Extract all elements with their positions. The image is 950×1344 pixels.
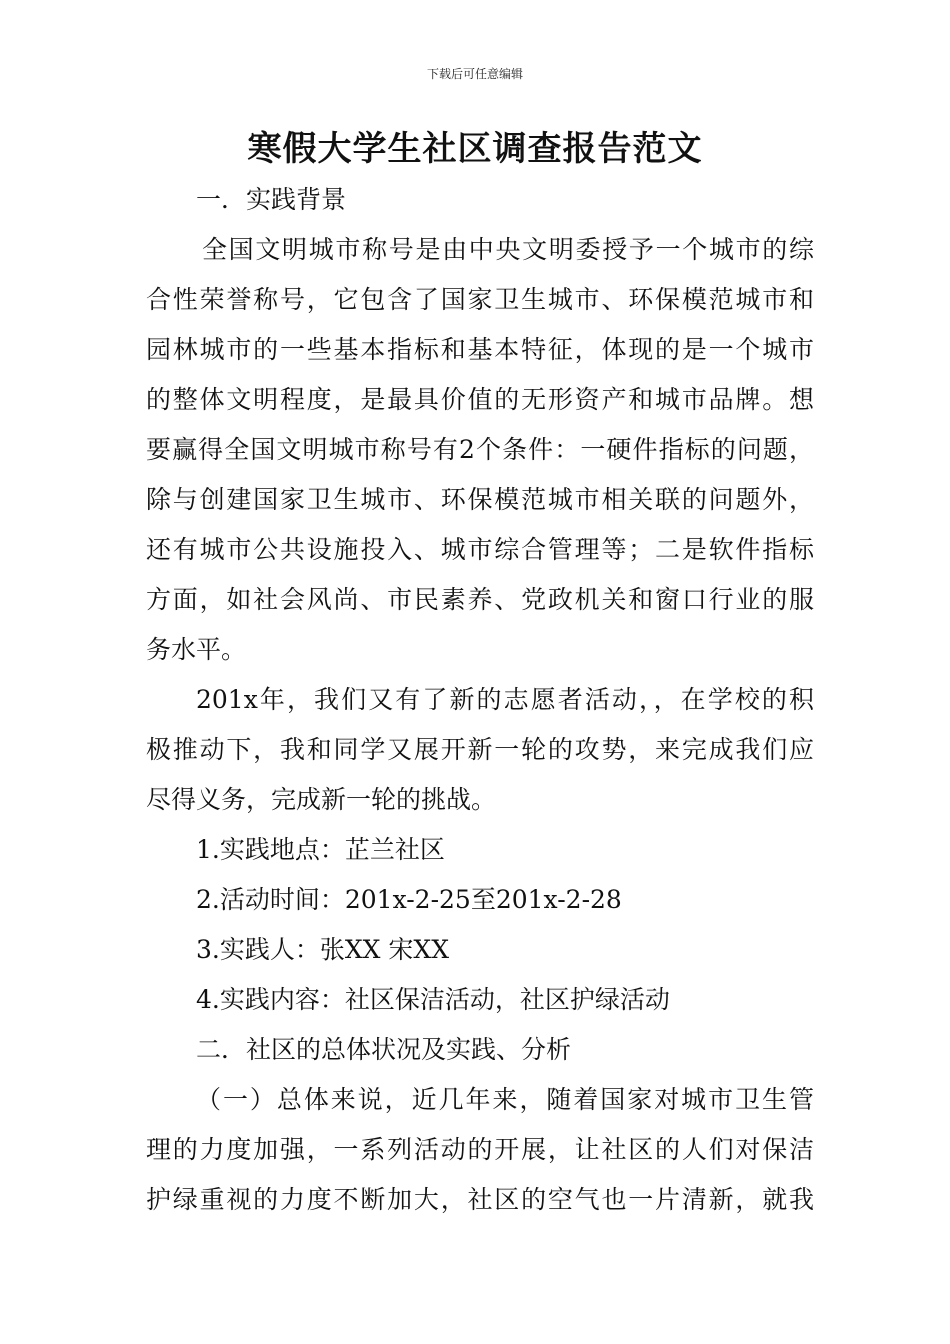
- paragraph-line: 合性荣誉称号，它包含了国家卫生城市、环保模范城市和: [146, 285, 814, 314]
- list-item: 2.活动时间：201x-2-25至201x-2-28: [196, 885, 622, 914]
- paragraph-line: 务水平。: [146, 635, 247, 664]
- paragraph-line: 尽得义务，完成新一轮的挑战。: [146, 785, 497, 814]
- paragraph-line: 要赢得全国文明城市称号有2个条件：一硬件指标的问题，: [146, 435, 814, 464]
- list-item: 3.实践人：张XX 宋XX: [196, 935, 449, 964]
- section-heading: 一．实践背景: [196, 185, 347, 214]
- header-note: 下载后可任意编辑: [426, 67, 523, 81]
- paragraph-line: 理的力度加强，一系列活动的开展，让社区的人们对保洁: [146, 1135, 814, 1164]
- list-item: 4.实践内容：社区保洁活动，社区护绿活动: [196, 985, 670, 1014]
- paragraph: [146, 1075, 814, 1225]
- paragraph-line: 还有城市公共设施投入、城市综合管理等；二是软件指标: [146, 535, 814, 564]
- paragraph-line: 的整体文明程度，是最具价值的无形资产和城市品牌。想: [146, 385, 814, 414]
- paragraph-line: （一）总体来说，近几年来，随着国家对城市卫生管: [196, 1085, 814, 1114]
- paragraph-line: 园林城市的一些基本指标和基本特征，体现的是一个城市: [146, 335, 814, 364]
- paragraph-line: 全国文明城市称号是由中央文明委授予一个城市的综: [202, 235, 814, 264]
- document-title: 寒假大学生社区调查报告范文: [247, 129, 703, 169]
- info-list: [146, 825, 814, 1025]
- paragraph-line: 除与创建国家卫生城市、环保模范城市相关联的问题外，: [146, 485, 814, 514]
- paragraph-line: 201x年，我们又有了新的志愿者活动，，在学校的积: [196, 685, 814, 714]
- paragraph-line: 护绿重视的力度不断加大，社区的空气也一片清新，就我: [146, 1185, 814, 1214]
- section-heading: 二．社区的总体状况及实践、分析: [196, 1035, 572, 1064]
- paragraph-line: 极推动下，我和同学又展开新一轮的攻势，来完成我们应: [146, 735, 814, 764]
- paragraph: [146, 675, 814, 825]
- list-item: 1.实践地点：芷兰社区: [196, 835, 445, 864]
- paragraph: [146, 225, 814, 675]
- document-body: [146, 175, 814, 1225]
- paragraph-line: 方面，如社会风尚、市民素养、党政机关和窗口行业的服: [146, 585, 814, 614]
